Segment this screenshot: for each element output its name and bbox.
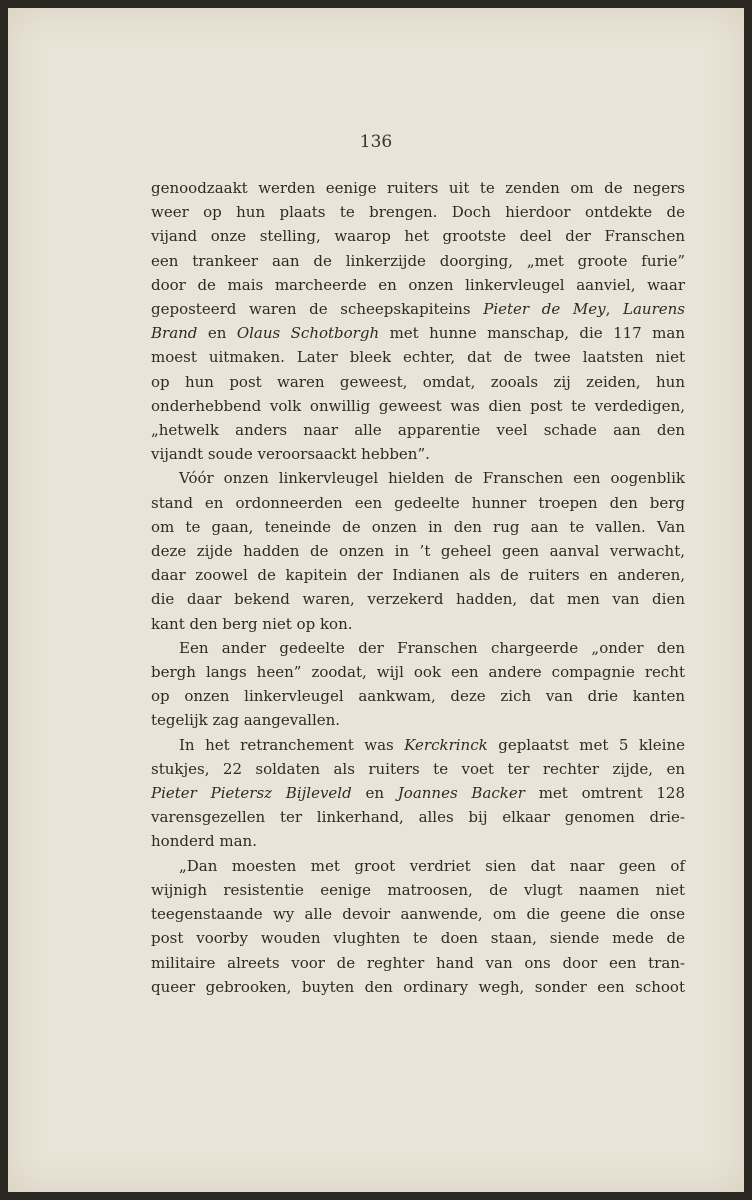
text-line: honderd man. [151,832,257,851]
text-line: tegelijk zag aangevallen. [151,711,341,730]
text-segment: geposteerd waren de scheepskapiteins [151,300,471,319]
text-line: stand en ordonneerden een gedeelte hunner troepen den berg [151,493,685,512]
page-number: 136 [359,132,393,152]
text-line: die daar bekend waren, verzekerd hadden, dat men van dien [151,590,685,609]
text-segment: In het retranchement was [179,735,394,754]
text-line: moest uitmaken. Later bleek echter, dat de twee laatsten niet [151,348,685,367]
text-line: „Dan moesten met groot verdriet sien dat naar geen of [179,856,685,875]
text-line: bergh langs heen” zoodat, wijl ook een andere compagnie recht [151,663,685,682]
text-line: varensgezellen ter linkerhand, alles bij elkaar genomen drie- [151,808,685,827]
person-name: Olaus Schotborgh [236,324,380,343]
text-line: om te gaan, teneinde de onzen in den rug aan te vallen. Van [151,517,685,536]
text-line [151,733,685,757]
person-name: Pieter de Mey [483,300,606,319]
paragraph-1 [151,176,685,466]
paragraph-3 [151,636,685,733]
text-line: geposteerd waren de scheepskapiteins Pieter de Mey, Laurens [151,300,685,319]
text-segment: met hunne manschap, die 117 man [389,324,685,343]
text-line: teegenstaande wy alle devoir aanwende, om die geene die onse [151,905,685,924]
text-line [151,321,685,345]
text-line: militaire alreets voor de reghter hand van ons door een tran- [151,953,685,972]
person-name: Joannes Backer [397,784,525,803]
text-line: vijand onze stelling, waarop het grootste deel der Franschen [151,227,685,246]
text-line: „hetwelk anders naar alle apparentie veel schade aan den [151,421,685,440]
text-line: deze zijde hadden de onzen in ’t geheel geen aanval verwacht, [151,542,685,561]
text-line: genoodzaakt werden eenige ruiters uit te zenden om de negers [151,179,685,197]
person-name: Brand [151,324,198,343]
text-line: kant den berg niet op kon. [151,614,353,633]
text-segment: en [207,324,227,343]
paragraph-5 [151,854,685,999]
text-line: daar zoowel de kapitein der Indianen als de ruiters en anderen, [151,566,685,585]
text-line: op onzen linkervleugel aankwam, deze zich van drie kanten [151,687,685,706]
text-line: stukjes, 22 soldaten als ruiters te voet ter rechter zijde, en [151,759,685,778]
text-line [151,781,685,805]
text-line: onderhebbend volk onwillig geweest was dien post te verdedigen, [151,396,685,415]
text-line: een trankeer aan de linkerzijde doorging, „met groote furie” [151,251,685,270]
text-line: door de mais marcheerde en onzen linkervleugel aanviel, waar [151,275,685,294]
person-name: Laurens [623,300,685,319]
text-line: Een ander gedeelte der Franschen chargeerde „onder den [179,638,685,657]
text-line: post voorby wouden vlughten te doen staan, siende mede de [151,929,685,948]
person-name: Kerckrinck [404,735,488,754]
text-line: vijandt soude veroorsaackt hebben”. [151,445,430,464]
text-segment: en [365,784,385,803]
text-line: queer gebrooken, buyten den ordinary wegh, sonder een schoot [151,977,685,996]
body-text [151,176,685,999]
paragraph-2 [151,466,685,635]
paragraph-4 [151,733,685,854]
text-line: wijnigh resistentie eenige matroosen, de vlugt naamen niet [151,880,685,899]
text-segment: geplaatst met 5 kleine [498,735,686,754]
text-line: Vóór onzen linkervleugel hielden de Franschen een oogenblik [179,469,685,488]
person-name: Pieter Pietersz Bijleveld [151,784,352,803]
text-line: weer op hun plaats te brengen. Doch hierdoor ontdekte de [151,203,685,222]
text-line: op hun post waren geweest, omdat, zooals zij zeiden, hun [151,372,685,391]
book-page [8,8,744,1192]
text-segment: met omtrent 128 [538,784,685,803]
